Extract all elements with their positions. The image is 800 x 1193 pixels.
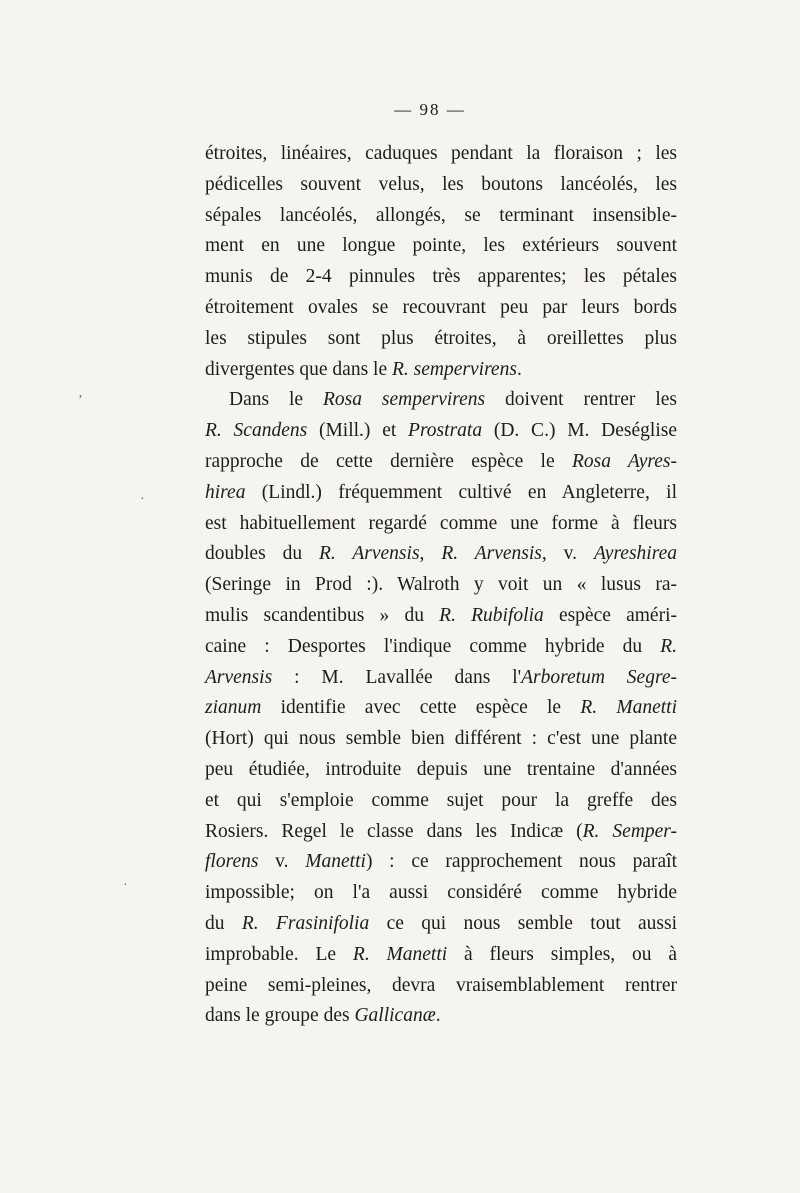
italic-text-segment: florens [205, 851, 259, 873]
text-segment: étroites, linéaires, caduques pendant la floraison ; les [205, 143, 677, 164]
text-segment: Rosiers. Regel le classe dans les Indicæ ( [205, 820, 583, 842]
text-line [205, 693, 677, 724]
italic-text-segment: R. [660, 635, 677, 657]
text-segment: improbable. Le [205, 943, 353, 965]
margin-mark: · [140, 492, 145, 507]
text-segment: peine semi-pleines, devra vraisemblablement rentrer [205, 974, 677, 996]
text-line [205, 139, 677, 170]
text-segment: , [419, 543, 442, 565]
text-line [205, 971, 677, 1002]
margin-mark: ʼ [78, 393, 83, 408]
text-line [205, 940, 677, 971]
text-segment: munis de 2-4 pinnules très apparentes; les pétales [205, 266, 677, 288]
text-line [205, 262, 677, 293]
text-line [205, 663, 677, 694]
text-line [205, 293, 677, 324]
page-number: — 98 — [394, 100, 466, 119]
italic-text-segment: R. Semper- [582, 820, 677, 842]
italic-text-segment: R. Manetti [352, 943, 448, 965]
text-segment: à fleurs simples, ou à [447, 943, 677, 965]
text-segment: : M. Lavallée dans l' [272, 666, 522, 688]
text-segment: doivent rentrer les [485, 389, 677, 411]
text-segment: rapproche de cette dernière espèce le [205, 450, 572, 472]
italic-text-segment: R. Arvensis [441, 543, 542, 565]
text-line [205, 632, 677, 663]
italic-text-segment: Arvensis [205, 666, 273, 688]
text-segment: Dans le [229, 389, 323, 411]
text-line [205, 878, 677, 909]
italic-text-segment: Prostrata [408, 420, 483, 442]
text-segment: les stipules sont plus étroites, à oreillettes plus [205, 327, 677, 349]
text-line [205, 1001, 677, 1032]
italic-text-segment: Rosa Ayres- [571, 450, 677, 472]
text-segment: du [205, 912, 242, 934]
text-line [205, 724, 677, 755]
text-line [205, 201, 677, 232]
text-line [205, 909, 677, 940]
text-line [205, 355, 677, 386]
italic-text-segment: R. Arvensis [319, 543, 420, 565]
text-line [205, 509, 677, 540]
text-line [205, 570, 677, 601]
paragraph [205, 385, 677, 1032]
text-line [205, 601, 677, 632]
italic-text-segment: R. Scandens [205, 420, 308, 442]
text-line [205, 447, 677, 478]
text-segment: (D. C.) M. Deséglise [482, 420, 677, 442]
text-segment: étroitement ovales se recouvrant peu par leurs bords [205, 296, 677, 318]
text-line [205, 755, 677, 786]
italic-text-segment: hirea [205, 481, 246, 503]
italic-text-segment: R. Manetti [580, 697, 677, 719]
text-line [205, 817, 677, 848]
text-line [205, 786, 677, 817]
text-segment: impossible; on l'a aussi considéré comme hybride [205, 882, 677, 904]
text-segment: (Mill.) et [307, 420, 409, 442]
text-segment: (Seringe in Prod :). Walroth y voit un « lusus ra- [205, 574, 677, 596]
text-segment: caine : Desportes l'indique comme hybride du [205, 635, 661, 657]
body-text [205, 139, 677, 1032]
text-line [205, 416, 677, 447]
text-segment: . [435, 1005, 441, 1027]
italic-text-segment: R. sempervirens [392, 358, 517, 380]
italic-text-segment: Rosa sempervirens [322, 389, 486, 411]
text-segment: (Lindl.) fréquemment cultivé en Angleterre, il [245, 481, 677, 503]
text-line [205, 847, 677, 878]
margin-mark: · [123, 878, 128, 893]
text-line [205, 539, 677, 570]
paragraph [205, 139, 677, 385]
text-segment: sépales lancéolés, allongés, se terminant insensible- [205, 204, 677, 226]
italic-text-segment: R. Frasinifolia [241, 912, 370, 934]
text-segment: . [516, 358, 522, 380]
text-segment: divergentes que dans le [205, 358, 393, 380]
text-line [205, 170, 677, 201]
text-segment: identifie avec cette espèce le [261, 697, 581, 719]
italic-text-segment: Gallicanæ [354, 1005, 436, 1027]
italic-text-segment: Ayreshirea [593, 543, 677, 565]
text-segment: ) : ce rapprochement nous paraît [365, 851, 677, 873]
text-segment: mulis scandentibus » du [205, 604, 440, 626]
text-segment: (Hort) qui nous semble bien différent : c'est une plante [205, 728, 677, 750]
italic-text-segment: zianum [205, 697, 262, 719]
text-segment: ce qui nous semble tout aussi [369, 912, 678, 934]
text-segment: espèce améri- [543, 604, 677, 626]
text-line [205, 478, 677, 509]
text-segment: , v. [541, 543, 594, 565]
text-segment: est habituellement regardé comme une forme à fleurs [205, 512, 677, 534]
text-segment: pédicelles souvent velus, les boutons lancéolés, les [205, 173, 677, 195]
italic-text-segment: R. Rubifolia [439, 604, 544, 626]
italic-text-segment: Manetti [305, 851, 366, 873]
text-segment: dans le groupe des [205, 1005, 355, 1027]
text-segment: v. [258, 851, 306, 873]
text-line [205, 231, 677, 262]
text-segment: et qui s'emploie comme sujet pour la greffe des [205, 789, 677, 811]
text-line [205, 324, 677, 355]
text-segment: doubles du [205, 543, 320, 565]
text-segment: ment en une longue pointe, les extérieurs souvent [205, 235, 677, 257]
italic-text-segment: Arboretum Segre- [521, 666, 677, 688]
text-line [205, 385, 677, 416]
text-segment: peu étudiée, introduite depuis une trentaine d'années [205, 758, 677, 780]
